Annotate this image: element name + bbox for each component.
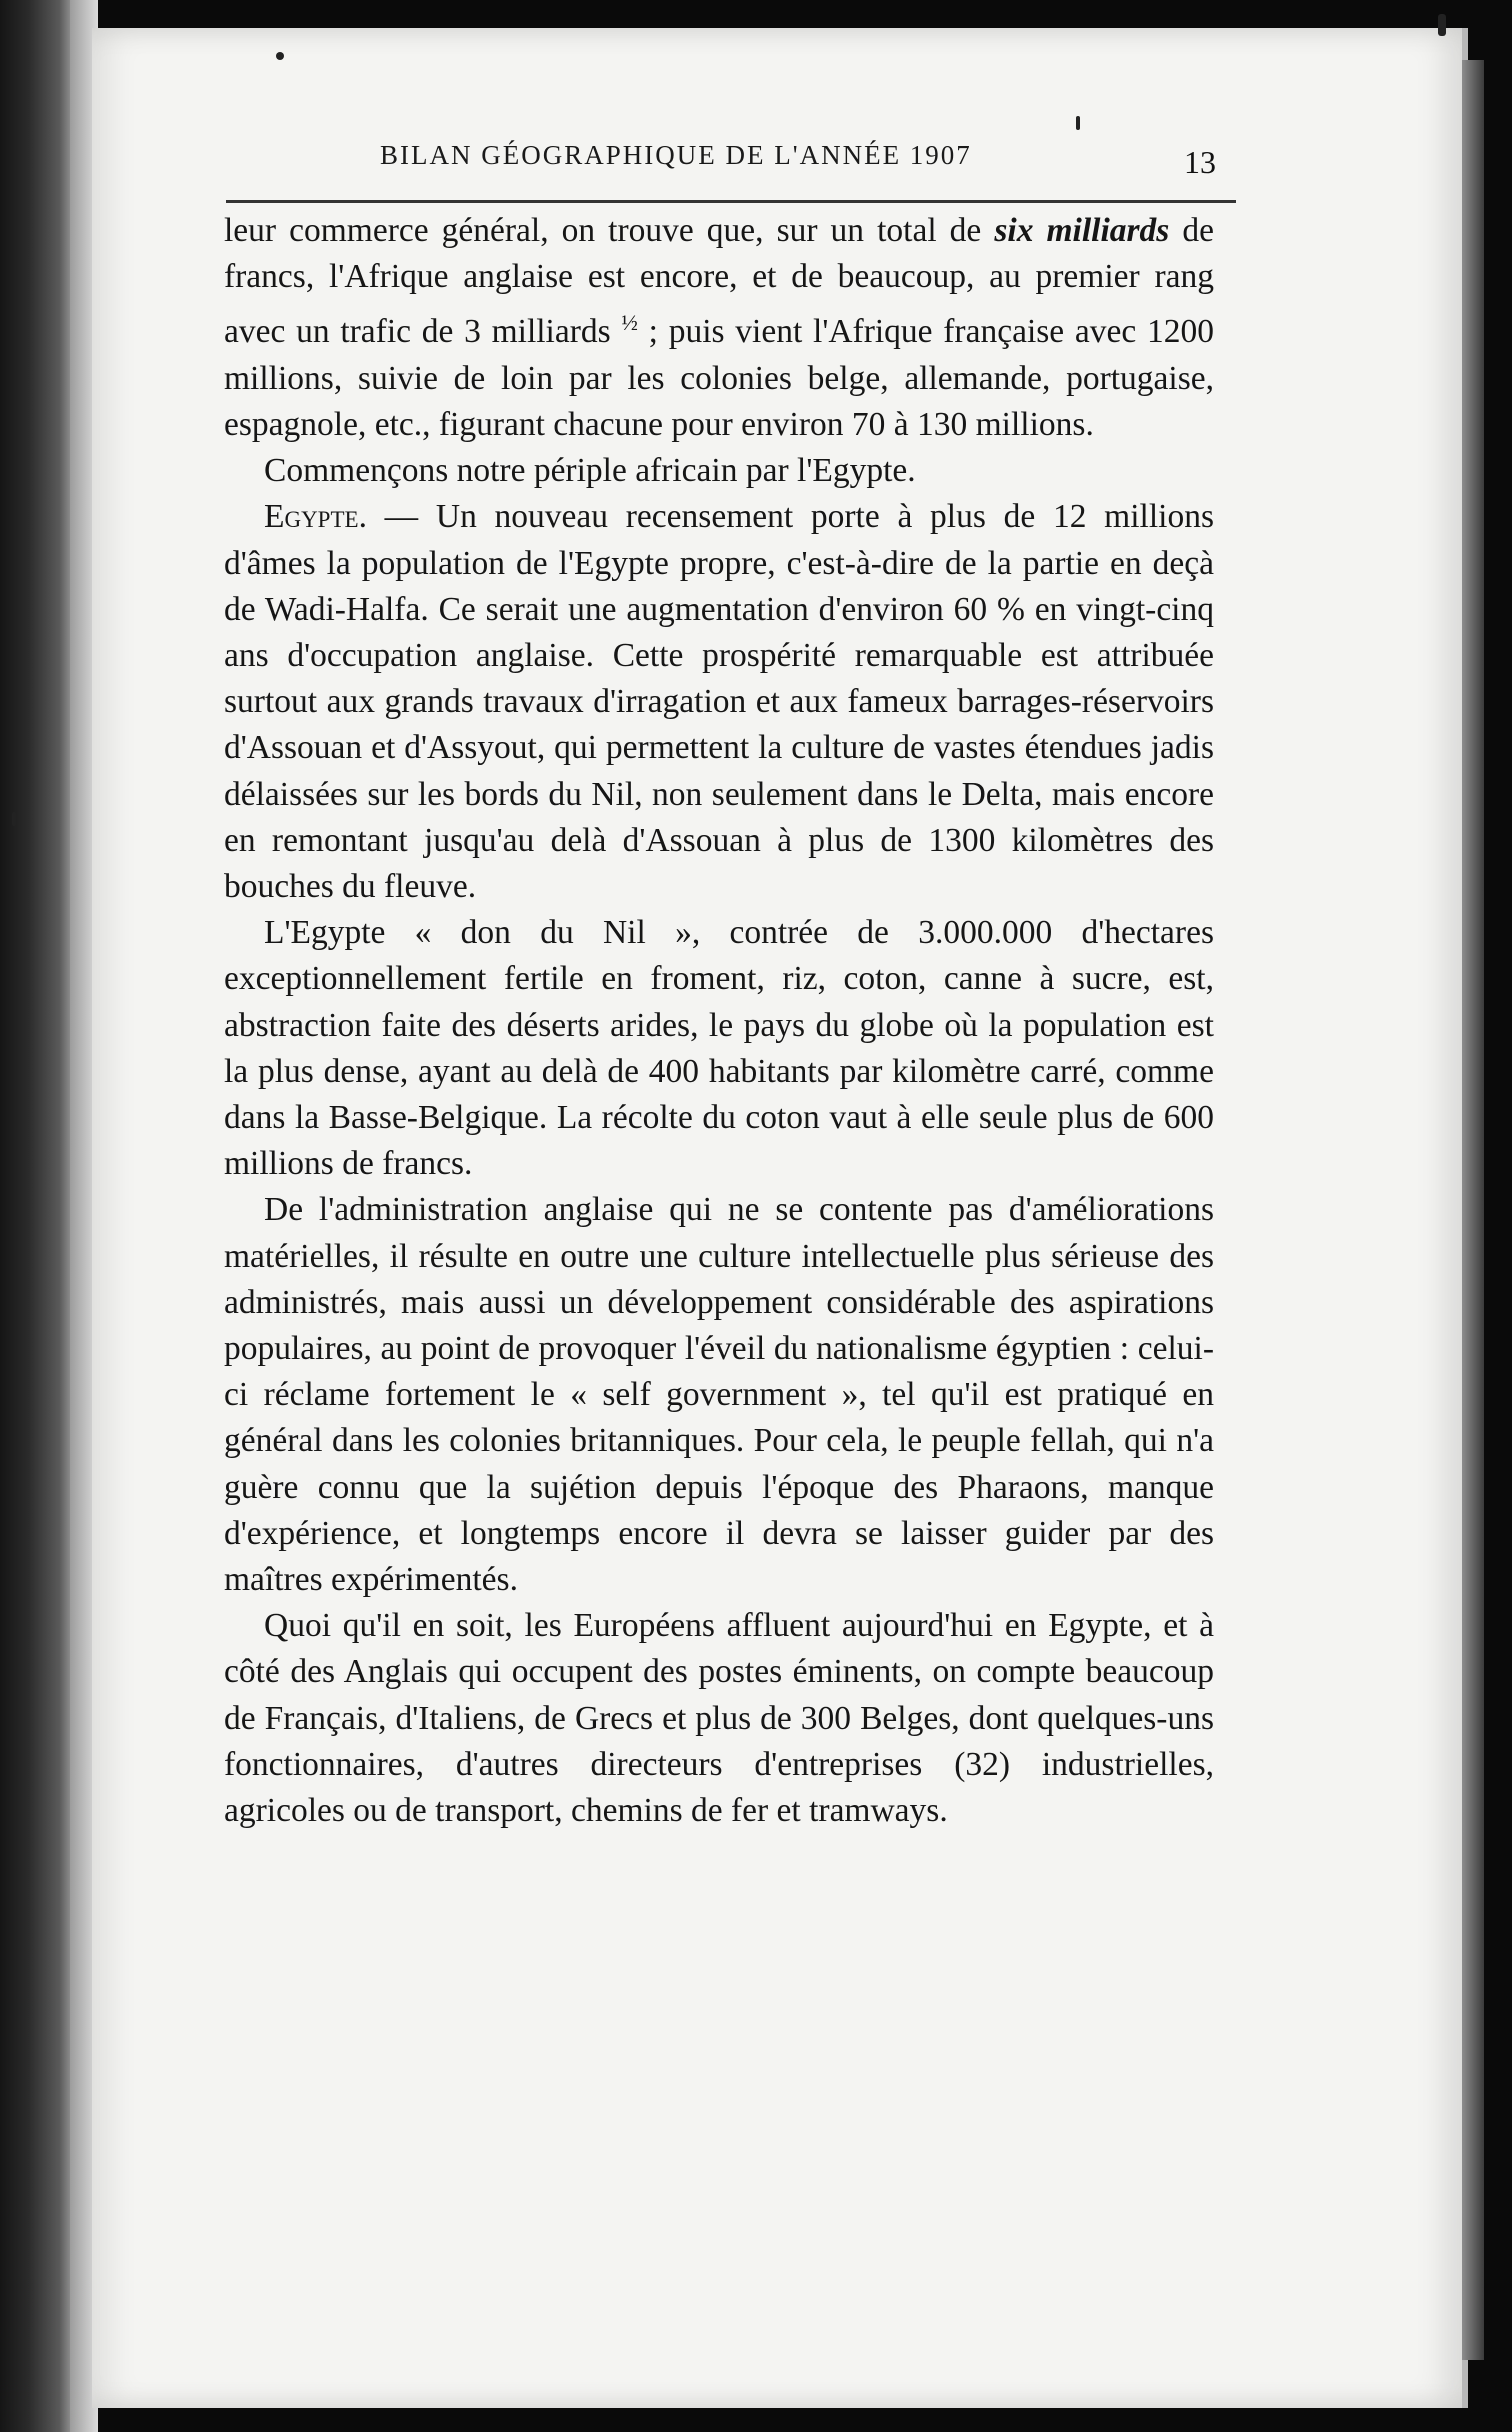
page-edge-shadow — [1462, 60, 1484, 2360]
scan-speck — [276, 52, 284, 60]
paragraph-5: De l'administration anglaise qui ne se contente pas d'améliorations matérielles, il résulte en outre une culture intellectuelle plus sérieuse des administrés, mais aussi un développement considérable des aspirations populaires, au point de provoquer l'éveil du nationalisme égyptien : celui-ci réclame fortement le « self government », tel qu'il est pratiqué en général dans les colonies britanniques. Pour cela, le peuple fellah, qui n'a guère connu que la sujétion depuis l'époque des Pharaons, manque d'expérience, et longtemps encore il devra se laisser guider par des maîtres expérimentés. — [224, 1191, 1214, 1599]
scan-speck — [1076, 116, 1080, 130]
paragraph-1-text-b: de francs, l'Afrique anglaise est encore, et de beaucoup, au premier rang avec un trafic de 3 milliards — [224, 212, 1215, 351]
section-heading-egypte: Egypte. — [264, 498, 367, 536]
paragraph-1-text-a: leur commerce général, on trouve que, sur un total de — [224, 212, 995, 249]
facing-page-edge — [0, 0, 70, 2432]
header-rule — [226, 200, 1236, 203]
paragraph-1-text-c: ; puis vient l'Afrique française avec 1200 millions, suivie de loin par les colonies belge, allemande, portugaise, espagnole, etc., figurant chacune pour environ 70 à 130 millions. — [224, 313, 1214, 443]
paragraph-3 — [224, 494, 1214, 910]
body-text — [224, 208, 1214, 1834]
paragraph-2: Commençons notre périple africain par l'Egypte. — [264, 452, 916, 490]
paragraph-1-italic: six milliards — [994, 212, 1170, 249]
page-number: 13 — [1184, 144, 1216, 180]
running-header: BILAN GÉOGRAPHIQUE DE L'ANNÉE 1907 — [380, 140, 972, 170]
paragraph-1 — [224, 208, 1214, 448]
paragraph-6: Quoi qu'il en soit, les Européens affluent aujourd'hui en Egypte, et à côté des Anglais qui occupent des postes éminents, on compte beaucoup de Français, d'Italiens, de Grecs et plus de 300 Belges, dont quelques-uns fonctionnaires, d'autres directeurs d'entreprises (32) industrielles, agricoles ou de transport, chemins de fer et tramways. — [224, 1607, 1214, 1830]
paragraph-4: L'Egypte « don du Nil », contrée de 3.000.000 d'hectares exceptionnellement fertile en froment, riz, coton, canne à sucre, est, abstraction faite des déserts arides, le pays du globe où la population est la plus dense, ayant au delà de 400 habitants par kilomètre carré, comme dans la Basse-Belgique. La récolte du coton vaut à elle seule plus de 600 millions de francs. — [224, 914, 1214, 1183]
fraction-half: ½ — [621, 310, 638, 336]
paragraph-3-body: — Un nouveau recensement porte à plus de 12 millions d'âmes la population de l'Egypte propre, c'est-à-dire de la partie en deçà de Wadi-Halfa. Ce serait une augmentation d'environ 60 % en vingt-cinq ans d'occupation anglaise. Cette prospérité remarquable est attribuée surtout aux grands travaux d'irragation et aux fameux barrages-réservoirs d'Assouan et d'Assyout, qui permettent la culture de vastes étendues jadis délaissées sur les bords du Nil, non seulement dans le Delta, mais encore en remontant jusqu'au delà d'Assouan à plus de 1300 kilomètres des bouches du fleuve. — [224, 498, 1214, 905]
scan-speck — [12, 812, 16, 826]
scan-speck — [1438, 14, 1446, 36]
